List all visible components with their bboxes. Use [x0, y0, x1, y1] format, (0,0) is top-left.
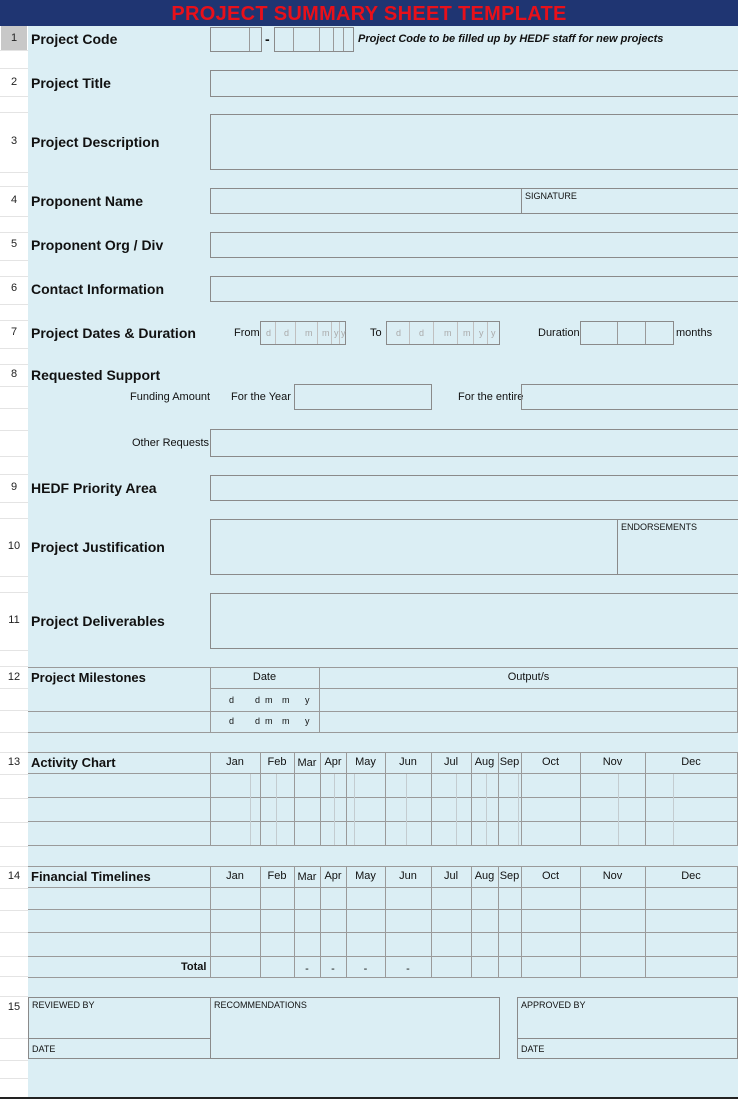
review-date-field[interactable]: [28, 1038, 211, 1059]
hedf-priority-label: HEDF Priority Area: [31, 480, 157, 496]
signature-field[interactable]: [521, 188, 738, 214]
recommendations-label: RECOMMENDATIONS: [214, 1000, 307, 1010]
endorsements-label: ENDORSEMENTS: [621, 522, 698, 532]
contact-information-label: Contact Information: [31, 281, 164, 297]
financial-month-dec: Dec: [681, 870, 701, 882]
hedf-priority-field[interactable]: [210, 475, 738, 501]
row-number-14[interactable]: 14: [7, 870, 21, 882]
project-description-field[interactable]: [210, 114, 738, 170]
activity-month-oct: Oct: [541, 756, 560, 768]
review-date-label: DATE: [32, 1044, 56, 1054]
form-sheet: Project Code - Project Code to be filled up by HEDF staff for new projects Project Title Project Description Proponent Name SIGNATURE Proponent Org / Div Contact Information Project Dates & Duration From d d m m y y To d d m m y y Duration months Requested Support Funding Amount For the Year For the entire Other Requests HEDF Priority Area Project Justification ENDORSEMENTS Project Deliverables Project Milestones Date Output/s d d m m y d d m m y Activity Chart Jan Feb Mar Apr May Jun Jul Aug Sep Oct Nov Dec Financial Timelines Jan Feb Mar Apr May Jun Jul Aug Sep Oct Nov Dec Total - - - - REVIEWED BY DATE RECOMMENDATIONS APPROVED BY DATE: [28, 26, 738, 1098]
activity-month-dec: Dec: [681, 756, 701, 768]
project-code-label: Project Code: [31, 31, 118, 47]
financial-month-jan: Jan: [226, 870, 244, 882]
row-number-11[interactable]: 11: [8, 614, 20, 626]
row-number-gutter: [0, 26, 28, 1098]
project-justification-label: Project Justification: [31, 539, 165, 555]
row-number-15[interactable]: 15: [7, 1001, 21, 1013]
row-number-1[interactable]: 1: [1, 26, 27, 50]
duration-field[interactable]: [580, 321, 674, 345]
total-apr-dash: -: [331, 963, 335, 975]
financial-month-apr: Apr: [324, 870, 342, 882]
row-number-5[interactable]: 5: [10, 238, 18, 250]
funding-amount-label: Funding Amount: [130, 391, 211, 403]
milestones-label: Project Milestones: [31, 670, 146, 685]
total-label: Total: [181, 961, 207, 973]
financial-month-feb: Feb: [267, 870, 287, 882]
total-may-dash: -: [363, 963, 368, 975]
financial-month-sep: Sep: [499, 870, 520, 882]
financial-month-aug: Aug: [474, 870, 495, 882]
activity-month-may: May: [355, 756, 376, 768]
months-label: months: [676, 327, 713, 339]
row-number-12[interactable]: 12: [7, 671, 21, 683]
financial-timelines-label: Financial Timelines: [31, 869, 151, 884]
total-mar-dash: -: [305, 963, 309, 975]
duration-label: Duration: [538, 327, 580, 339]
activity-row-1[interactable]: [28, 774, 210, 797]
from-label: From: [234, 327, 260, 339]
row-number-4[interactable]: 4: [10, 194, 18, 206]
row-number-8[interactable]: 8: [10, 368, 18, 380]
activity-month-jan: Jan: [226, 756, 244, 768]
signature-label: SIGNATURE: [525, 191, 577, 201]
milestone-output-field-1[interactable]: [320, 689, 737, 711]
project-deliverables-field[interactable]: [210, 593, 738, 649]
title-bar: [0, 0, 738, 26]
activity-month-sep: Sep: [499, 756, 520, 768]
approved-date-label: DATE: [521, 1044, 545, 1054]
financial-month-jun: Jun: [399, 870, 417, 882]
financial-row-2[interactable]: [28, 910, 210, 932]
recommendations-field[interactable]: [210, 997, 500, 1059]
milestone-output-field-2[interactable]: [320, 712, 737, 732]
activity-month-aug: Aug: [474, 756, 495, 768]
funding-entire-field[interactable]: [521, 384, 738, 410]
approved-by-label: APPROVED BY: [521, 1000, 586, 1010]
financial-month-mar: Mar: [297, 871, 317, 883]
project-deliverables-label: Project Deliverables: [31, 613, 165, 629]
project-title-label: Project Title: [31, 75, 111, 91]
activity-month-feb: Feb: [267, 756, 287, 768]
proponent-org-label: Proponent Org / Div: [31, 237, 164, 253]
row-number-9[interactable]: 9: [10, 481, 18, 493]
project-description-label: Project Description: [31, 134, 160, 150]
proponent-name-field[interactable]: [210, 188, 522, 214]
activity-month-jul: Jul: [443, 756, 459, 768]
activity-chart-label: Activity Chart: [31, 755, 116, 770]
row-number-6[interactable]: 6: [10, 282, 18, 294]
funding-year-field[interactable]: [294, 384, 432, 410]
for-the-year-label: For the Year: [231, 391, 291, 403]
other-requests-field[interactable]: [210, 429, 738, 457]
financial-month-oct: Oct: [541, 870, 560, 882]
proponent-org-field[interactable]: [210, 232, 738, 258]
from-date-field[interactable]: d d m m y y: [260, 321, 346, 345]
activity-row-2[interactable]: [28, 798, 210, 821]
project-code-suffix-field[interactable]: [274, 27, 354, 52]
milestone-date-field-2[interactable]: [210, 712, 320, 732]
total-jun-dash: -: [406, 963, 410, 975]
project-code-separator: -: [265, 31, 270, 47]
milestone-date-field-1[interactable]: [210, 689, 320, 711]
financial-month-may: May: [355, 870, 376, 882]
endorsements-field[interactable]: [617, 519, 738, 575]
row-number-2[interactable]: 2: [10, 76, 18, 88]
requested-support-label: Requested Support: [31, 367, 161, 383]
project-title-field[interactable]: [210, 70, 738, 97]
financial-month-nov: Nov: [602, 870, 623, 882]
row-number-13[interactable]: 13: [7, 756, 21, 768]
to-date-field[interactable]: d d m m y y: [386, 321, 500, 345]
approved-date-field[interactable]: [517, 1038, 738, 1059]
reviewed-by-label: REVIEWED BY: [32, 1000, 95, 1010]
project-dates-label: Project Dates & Duration: [31, 325, 196, 341]
sheet-bottom-border: [0, 1097, 738, 1099]
activity-month-mar: Mar: [297, 757, 317, 769]
activity-row-3[interactable]: [28, 822, 210, 845]
other-requests-label: Other Requests: [132, 437, 210, 449]
reviewed-by-field[interactable]: [28, 997, 211, 1039]
activity-month-nov: Nov: [602, 756, 623, 768]
financial-month-jul: Jul: [443, 870, 459, 882]
row-number-7[interactable]: 7: [10, 326, 18, 338]
financial-row-1[interactable]: [28, 888, 210, 909]
row-number-3[interactable]: 3: [10, 135, 18, 147]
approved-by-field[interactable]: [517, 997, 738, 1039]
milestones-output-header: Output/s: [507, 671, 550, 683]
row-number-10[interactable]: 10: [7, 540, 21, 552]
project-justification-field[interactable]: [210, 519, 618, 575]
to-label: To: [370, 327, 382, 339]
activity-month-apr: Apr: [324, 756, 342, 768]
project-code-prefix-field[interactable]: [210, 27, 262, 52]
milestones-date-header: Date: [252, 671, 277, 683]
contact-information-field[interactable]: [210, 276, 738, 302]
for-the-entire-label: For the entire: [458, 391, 524, 403]
proponent-name-label: Proponent Name: [31, 193, 144, 209]
page-title: PROJECT SUMMARY SHEET TEMPLATE: [171, 3, 567, 25]
project-code-note: Project Code to be filled up by HEDF staff for new projects: [358, 33, 664, 45]
activity-month-jun: Jun: [399, 756, 417, 768]
financial-row-3[interactable]: [28, 933, 210, 956]
